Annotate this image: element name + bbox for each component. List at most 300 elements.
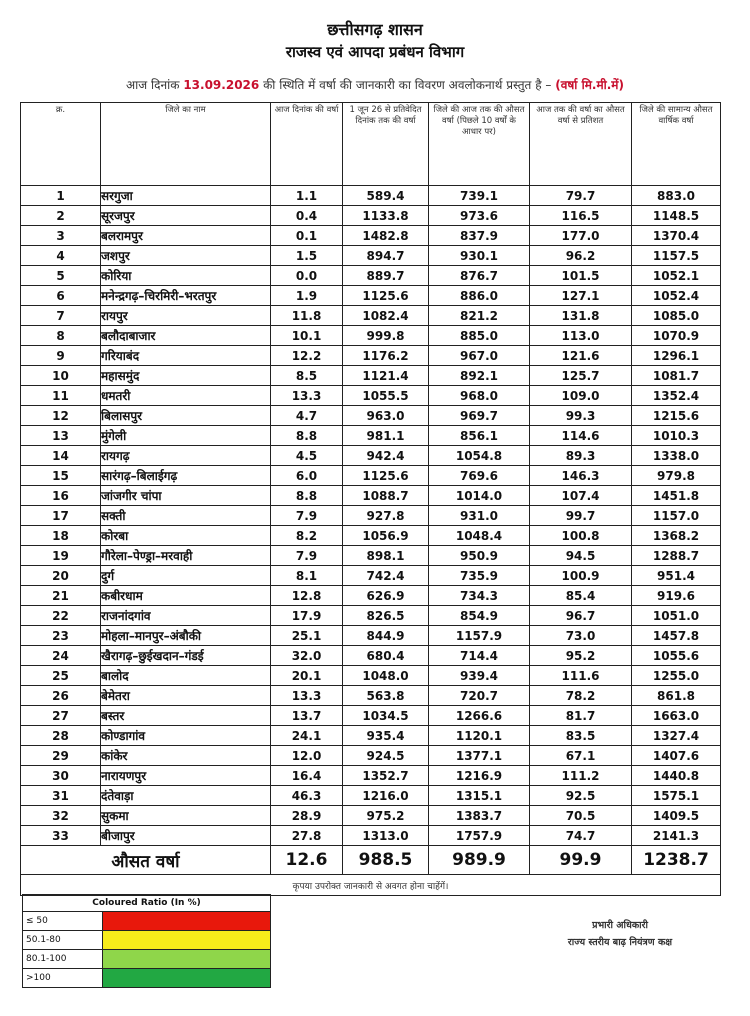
percent-cell: 116.5	[530, 206, 632, 226]
percent-cell: 89.3	[530, 446, 632, 466]
today-rain-cell: 28.9	[271, 806, 343, 826]
serial-cell: 9	[21, 346, 101, 366]
annual-rain-cell: 1457.8	[632, 626, 721, 646]
annual-rain-cell: 1052.4	[632, 286, 721, 306]
since-june-rain-cell: 1216.0	[343, 786, 429, 806]
percent-cell: 85.4	[530, 586, 632, 606]
since-june-rain-cell: 1482.8	[343, 226, 429, 246]
avg-rain-cell: 1014.0	[429, 486, 530, 506]
district-cell: खैरागढ़–छुईखदान–गंडई	[101, 646, 271, 666]
col-header-annual: जिले की सामान्य औसत वार्षिक वर्षा	[632, 103, 721, 186]
since-june-rain-cell: 680.4	[343, 646, 429, 666]
today-rain-cell: 7.9	[271, 506, 343, 526]
percent-cell: 111.6	[530, 666, 632, 686]
legend-row	[23, 931, 271, 950]
percent-cell: 83.5	[530, 726, 632, 746]
annual-rain-cell: 1052.1	[632, 266, 721, 286]
avg-rain-cell: 876.7	[429, 266, 530, 286]
today-rain-cell: 12.8	[271, 586, 343, 606]
since-june-rain-cell: 935.4	[343, 726, 429, 746]
serial-cell: 4	[21, 246, 101, 266]
table-row	[21, 286, 721, 306]
since-june-rain-cell: 942.4	[343, 446, 429, 466]
annual-rain-cell: 1051.0	[632, 606, 721, 626]
today-rain-cell: 0.1	[271, 226, 343, 246]
today-rain-cell: 1.1	[271, 186, 343, 206]
district-cell: मोहला–मानपुर–अंबौकी	[101, 626, 271, 646]
district-cell: सारंगढ़–बिलाईगढ़	[101, 466, 271, 486]
table-row	[21, 626, 721, 646]
since-june-rain-cell: 889.7	[343, 266, 429, 286]
legend-row	[23, 912, 271, 931]
since-june-rain-cell: 844.9	[343, 626, 429, 646]
signature-designation: प्रभारी अधिकारी	[592, 920, 648, 931]
district-cell: बस्तर	[101, 706, 271, 726]
avg-rain-cell: 720.7	[429, 686, 530, 706]
percent-cell: 100.9	[530, 566, 632, 586]
col-header-serial: क्र.	[21, 103, 101, 186]
rainfall-table	[20, 102, 721, 896]
district-cell: कोण्डागांव	[101, 726, 271, 746]
serial-cell: 3	[21, 226, 101, 246]
today-rain-cell: 25.1	[271, 626, 343, 646]
table-row	[21, 506, 721, 526]
table-row	[21, 186, 721, 206]
since-june-rain-cell: 1125.6	[343, 286, 429, 306]
avg-rain-cell: 930.1	[429, 246, 530, 266]
district-cell: सुकमा	[101, 806, 271, 826]
serial-cell: 24	[21, 646, 101, 666]
since-june-rain-cell: 999.8	[343, 326, 429, 346]
serial-cell: 19	[21, 546, 101, 566]
district-cell: राजनांदगांव	[101, 606, 271, 626]
avg-rain-cell: 939.4	[429, 666, 530, 686]
table-row	[21, 546, 721, 566]
govt-title: छत्तीसगढ़ शासन	[327, 20, 423, 39]
table-row	[21, 406, 721, 426]
avg-rain-cell: 1266.6	[429, 706, 530, 726]
table-row	[21, 586, 721, 606]
department-title: राजस्व एवं आपदा प्रबंधन विभाग	[285, 43, 465, 61]
avg-rain-cell: 885.0	[429, 326, 530, 346]
table-row	[21, 806, 721, 826]
table-row	[21, 366, 721, 386]
district-cell: सक्ती	[101, 506, 271, 526]
annual-rain-cell: 1157.5	[632, 246, 721, 266]
district-cell: बालोद	[101, 666, 271, 686]
since-june-rain-cell: 898.1	[343, 546, 429, 566]
report-subtitle	[0, 76, 750, 93]
table-row	[21, 646, 721, 666]
col-header-district: जिले का नाम	[101, 103, 271, 186]
annual-rain-cell: 1368.2	[632, 526, 721, 546]
serial-cell: 33	[21, 826, 101, 846]
since-june-rain-cell: 589.4	[343, 186, 429, 206]
today-rain-cell: 4.5	[271, 446, 343, 466]
serial-cell: 5	[21, 266, 101, 286]
district-cell: दंतेवाड़ा	[101, 786, 271, 806]
legend-range-label: 80.1-100	[23, 950, 103, 969]
annual-rain-cell: 1296.1	[632, 346, 721, 366]
percent-cell: 146.3	[530, 466, 632, 486]
since-june-rain-cell: 626.9	[343, 586, 429, 606]
district-cell: सरगुजा	[101, 186, 271, 206]
avg-rain-cell: 854.9	[429, 606, 530, 626]
today-rain-cell: 46.3	[271, 786, 343, 806]
serial-cell: 28	[21, 726, 101, 746]
district-cell: मनेन्द्रगढ़–चिरमिरी–भरतपुर	[101, 286, 271, 306]
serial-cell: 18	[21, 526, 101, 546]
district-cell: बलरामपुर	[101, 226, 271, 246]
avg-rain-cell: 950.9	[429, 546, 530, 566]
table-row	[21, 826, 721, 846]
district-cell: जशपुर	[101, 246, 271, 266]
serial-cell: 29	[21, 746, 101, 766]
percent-cell: 100.8	[530, 526, 632, 546]
serial-cell: 32	[21, 806, 101, 826]
avg-rain-cell: 886.0	[429, 286, 530, 306]
district-cell: सूरजपुर	[101, 206, 271, 226]
today-rain-cell: 1.9	[271, 286, 343, 306]
table-row	[21, 766, 721, 786]
since-june-rain-cell: 1121.4	[343, 366, 429, 386]
average-since-june: 988.5	[343, 846, 429, 875]
serial-cell: 14	[21, 446, 101, 466]
percent-cell: 177.0	[530, 226, 632, 246]
subtitle-prefix: आज दिनांक	[126, 78, 180, 92]
serial-cell: 31	[21, 786, 101, 806]
avg-rain-cell: 837.9	[429, 226, 530, 246]
table-row	[21, 606, 721, 626]
avg-rain-cell: 1377.1	[429, 746, 530, 766]
today-rain-cell: 13.3	[271, 386, 343, 406]
percent-cell: 96.2	[530, 246, 632, 266]
table-row	[21, 466, 721, 486]
today-rain-cell: 10.1	[271, 326, 343, 346]
table-body	[21, 186, 721, 846]
percent-cell: 109.0	[530, 386, 632, 406]
since-june-rain-cell: 1088.7	[343, 486, 429, 506]
since-june-rain-cell: 924.5	[343, 746, 429, 766]
percent-cell: 113.0	[530, 326, 632, 346]
serial-cell: 7	[21, 306, 101, 326]
percent-cell: 67.1	[530, 746, 632, 766]
since-june-rain-cell: 1056.9	[343, 526, 429, 546]
today-rain-cell: 0.4	[271, 206, 343, 226]
avg-rain-cell: 967.0	[429, 346, 530, 366]
table-row	[21, 786, 721, 806]
report-date: 13.09.2026	[183, 78, 260, 92]
serial-cell: 1	[21, 186, 101, 206]
col-header-avg-to-date: जिले की आज तक की औसत वर्षा (पिछले 10 वर्षों के आधार पर)	[429, 103, 530, 186]
since-june-rain-cell: 1055.5	[343, 386, 429, 406]
avg-rain-cell: 1315.1	[429, 786, 530, 806]
since-june-rain-cell: 1352.7	[343, 766, 429, 786]
today-rain-cell: 8.8	[271, 486, 343, 506]
since-june-rain-cell: 1125.6	[343, 466, 429, 486]
today-rain-cell: 20.1	[271, 666, 343, 686]
serial-cell: 6	[21, 286, 101, 306]
today-rain-cell: 8.5	[271, 366, 343, 386]
table-row	[21, 686, 721, 706]
percent-cell: 101.5	[530, 266, 632, 286]
district-cell: जांजगीर चांपा	[101, 486, 271, 506]
district-cell: मुंगेली	[101, 426, 271, 446]
annual-rain-cell: 1255.0	[632, 666, 721, 686]
today-rain-cell: 0.0	[271, 266, 343, 286]
legend-range-label: ≤ 50	[23, 912, 103, 931]
today-rain-cell: 11.8	[271, 306, 343, 326]
percent-cell: 74.7	[530, 826, 632, 846]
annual-rain-cell: 1288.7	[632, 546, 721, 566]
avg-rain-cell: 734.3	[429, 586, 530, 606]
serial-cell: 25	[21, 666, 101, 686]
annual-rain-cell: 883.0	[632, 186, 721, 206]
legend-title-row	[23, 895, 271, 912]
district-cell: महासमुंद	[101, 366, 271, 386]
annual-rain-cell: 1440.8	[632, 766, 721, 786]
serial-cell: 11	[21, 386, 101, 406]
percent-cell: 81.7	[530, 706, 632, 726]
since-june-rain-cell: 927.8	[343, 506, 429, 526]
percent-cell: 99.3	[530, 406, 632, 426]
avg-rain-cell: 1157.9	[429, 626, 530, 646]
percent-cell: 114.6	[530, 426, 632, 446]
average-percent: 99.9	[530, 846, 632, 875]
legend-row	[23, 969, 271, 988]
avg-rain-cell: 973.6	[429, 206, 530, 226]
avg-rain-cell: 968.0	[429, 386, 530, 406]
table-row	[21, 486, 721, 506]
today-rain-cell: 8.1	[271, 566, 343, 586]
percent-cell: 121.6	[530, 346, 632, 366]
table-row	[21, 666, 721, 686]
percent-cell: 111.2	[530, 766, 632, 786]
serial-cell: 17	[21, 506, 101, 526]
today-rain-cell: 13.7	[271, 706, 343, 726]
avg-rain-cell: 714.4	[429, 646, 530, 666]
avg-rain-cell: 1054.8	[429, 446, 530, 466]
average-avg-to-date: 989.9	[429, 846, 530, 875]
today-rain-cell: 7.9	[271, 546, 343, 566]
annual-rain-cell: 861.8	[632, 686, 721, 706]
table-header-row	[21, 103, 721, 186]
district-cell: गौरेला–पेण्ड्रा–मरवाही	[101, 546, 271, 566]
since-june-rain-cell: 1034.5	[343, 706, 429, 726]
avg-rain-cell: 1120.1	[429, 726, 530, 746]
percent-cell: 99.7	[530, 506, 632, 526]
district-cell: बीजापुर	[101, 826, 271, 846]
table-row	[21, 706, 721, 726]
note-text: कृपया उपरोक्त जानकारी से अवगत होना चाहेंगें।	[21, 875, 721, 896]
percent-cell: 70.5	[530, 806, 632, 826]
avg-rain-cell: 821.2	[429, 306, 530, 326]
district-cell: कबीरधाम	[101, 586, 271, 606]
annual-rain-cell: 1148.5	[632, 206, 721, 226]
district-cell: कांकेर	[101, 746, 271, 766]
avg-rain-cell: 739.1	[429, 186, 530, 206]
today-rain-cell: 6.0	[271, 466, 343, 486]
today-rain-cell: 1.5	[271, 246, 343, 266]
serial-cell: 20	[21, 566, 101, 586]
legend-range-label: 50.1-80	[23, 931, 103, 950]
annual-rain-cell: 1407.6	[632, 746, 721, 766]
average-today: 12.6	[271, 846, 343, 875]
since-june-rain-cell: 975.2	[343, 806, 429, 826]
since-june-rain-cell: 742.4	[343, 566, 429, 586]
avg-rain-cell: 931.0	[429, 506, 530, 526]
since-june-rain-cell: 981.1	[343, 426, 429, 446]
district-cell: कोरिया	[101, 266, 271, 286]
annual-rain-cell: 1085.0	[632, 306, 721, 326]
serial-cell: 26	[21, 686, 101, 706]
serial-cell: 27	[21, 706, 101, 726]
since-june-rain-cell: 1082.4	[343, 306, 429, 326]
percent-cell: 96.7	[530, 606, 632, 626]
legend-title: Coloured Ratio (In %)	[23, 895, 271, 912]
avg-rain-cell: 892.1	[429, 366, 530, 386]
legend-color-swatch	[103, 931, 271, 950]
legend-color-swatch	[103, 969, 271, 988]
percent-cell: 131.8	[530, 306, 632, 326]
avg-rain-cell: 856.1	[429, 426, 530, 446]
district-cell: कोरबा	[101, 526, 271, 546]
col-header-today: आज दिनांक की वर्षा	[271, 103, 343, 186]
legend-range-label: >100	[23, 969, 103, 988]
district-cell: रायगढ़	[101, 446, 271, 466]
annual-rain-cell: 1370.4	[632, 226, 721, 246]
avg-rain-cell: 1216.9	[429, 766, 530, 786]
table-row	[21, 526, 721, 546]
district-cell: धमतरी	[101, 386, 271, 406]
avg-rain-cell: 1757.9	[429, 826, 530, 846]
table-row	[21, 566, 721, 586]
percent-cell: 107.4	[530, 486, 632, 506]
serial-cell: 15	[21, 466, 101, 486]
percent-cell: 125.7	[530, 366, 632, 386]
table-row	[21, 246, 721, 266]
table-row	[21, 306, 721, 326]
annual-rain-cell: 2141.3	[632, 826, 721, 846]
today-rain-cell: 16.4	[271, 766, 343, 786]
col-header-percent: आज तक की वर्षा का औसत वर्षा से प्रतिशत	[530, 103, 632, 186]
district-cell: रायपुर	[101, 306, 271, 326]
annual-rain-cell: 1451.8	[632, 486, 721, 506]
today-rain-cell: 24.1	[271, 726, 343, 746]
legend-color-swatch	[103, 950, 271, 969]
avg-rain-cell: 735.9	[429, 566, 530, 586]
legend-body	[23, 895, 271, 988]
today-rain-cell: 4.7	[271, 406, 343, 426]
annual-rain-cell: 1338.0	[632, 446, 721, 466]
table-row	[21, 726, 721, 746]
today-rain-cell: 8.2	[271, 526, 343, 546]
district-cell: बेमेतरा	[101, 686, 271, 706]
percent-cell: 127.1	[530, 286, 632, 306]
annual-rain-cell: 1157.0	[632, 506, 721, 526]
signature-office: राज्य स्तरीय बाढ़ नियंत्रण कक्ष	[567, 937, 673, 948]
table-row	[21, 226, 721, 246]
serial-cell: 8	[21, 326, 101, 346]
legend-color-swatch	[103, 912, 271, 931]
district-cell: बिलासपुर	[101, 406, 271, 426]
since-june-rain-cell: 1313.0	[343, 826, 429, 846]
since-june-rain-cell: 1176.2	[343, 346, 429, 366]
table-row	[21, 326, 721, 346]
serial-cell: 13	[21, 426, 101, 446]
color-legend	[22, 894, 271, 988]
serial-cell: 10	[21, 366, 101, 386]
annual-rain-cell: 951.4	[632, 566, 721, 586]
today-rain-cell: 12.0	[271, 746, 343, 766]
average-label: औसत वर्षा	[21, 846, 271, 875]
serial-cell: 22	[21, 606, 101, 626]
annual-rain-cell: 1070.9	[632, 326, 721, 346]
serial-cell: 16	[21, 486, 101, 506]
since-june-rain-cell: 894.7	[343, 246, 429, 266]
average-row	[21, 846, 721, 875]
serial-cell: 30	[21, 766, 101, 786]
district-cell: बलौदाबाजार	[101, 326, 271, 346]
since-june-rain-cell: 1048.0	[343, 666, 429, 686]
serial-cell: 12	[21, 406, 101, 426]
avg-rain-cell: 969.7	[429, 406, 530, 426]
table-row	[21, 746, 721, 766]
annual-rain-cell: 1327.4	[632, 726, 721, 746]
subtitle-text: की स्थिति में वर्षा की जानकारी का विवरण अवलोकनार्थ प्रस्तुत है –	[263, 78, 552, 92]
since-june-rain-cell: 1133.8	[343, 206, 429, 226]
since-june-rain-cell: 963.0	[343, 406, 429, 426]
avg-rain-cell: 1383.7	[429, 806, 530, 826]
table-row	[21, 426, 721, 446]
serial-cell: 21	[21, 586, 101, 606]
today-rain-cell: 13.3	[271, 686, 343, 706]
serial-cell: 23	[21, 626, 101, 646]
annual-rain-cell: 1010.3	[632, 426, 721, 446]
today-rain-cell: 27.8	[271, 826, 343, 846]
avg-rain-cell: 769.6	[429, 466, 530, 486]
legend-row	[23, 950, 271, 969]
today-rain-cell: 8.8	[271, 426, 343, 446]
table-row	[21, 266, 721, 286]
annual-rain-cell: 1575.1	[632, 786, 721, 806]
district-cell: गरियाबंद	[101, 346, 271, 366]
percent-cell: 79.7	[530, 186, 632, 206]
annual-rain-cell: 1215.6	[632, 406, 721, 426]
annual-rain-cell: 919.6	[632, 586, 721, 606]
annual-rain-cell: 1055.6	[632, 646, 721, 666]
col-header-since-june: 1 जून 26 से प्रतिवेदित दिनांक तक की वर्षा	[343, 103, 429, 186]
table-row	[21, 386, 721, 406]
note-row	[21, 875, 721, 896]
since-june-rain-cell: 563.8	[343, 686, 429, 706]
district-cell: दुर्ग	[101, 566, 271, 586]
annual-rain-cell: 1409.5	[632, 806, 721, 826]
today-rain-cell: 17.9	[271, 606, 343, 626]
average-annual: 1238.7	[632, 846, 721, 875]
today-rain-cell: 32.0	[271, 646, 343, 666]
percent-cell: 73.0	[530, 626, 632, 646]
avg-rain-cell: 1048.4	[429, 526, 530, 546]
since-june-rain-cell: 826.5	[343, 606, 429, 626]
today-rain-cell: 12.2	[271, 346, 343, 366]
annual-rain-cell: 1081.7	[632, 366, 721, 386]
unit-label: (वर्षा मि.मी.में)	[555, 78, 624, 92]
annual-rain-cell: 1663.0	[632, 706, 721, 726]
district-cell: नारायणपुर	[101, 766, 271, 786]
annual-rain-cell: 979.8	[632, 466, 721, 486]
serial-cell: 2	[21, 206, 101, 226]
